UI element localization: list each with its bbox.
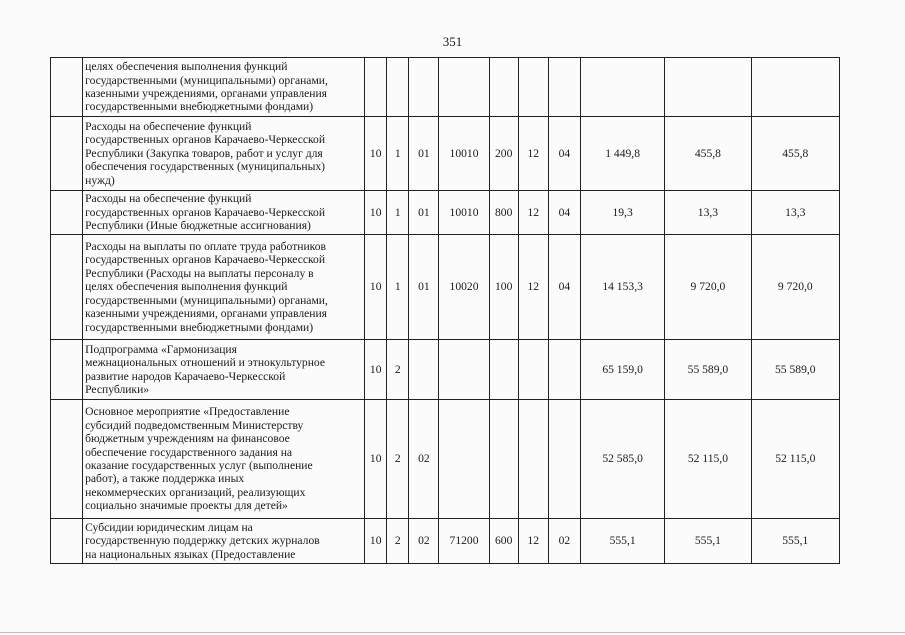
program-code [409,340,439,400]
expense-type-code: 600 [489,519,518,564]
expense-type-code: 100 [489,235,518,340]
row-index-cell [51,340,83,400]
subsection-code: 2 [387,400,409,519]
amount-year-2: 555,1 [665,519,751,564]
amount-year-3: 52 115,0 [751,400,839,519]
amount-year-2: 455,8 [665,117,751,191]
page-number: 351 [442,34,463,49]
row-description: Подпрограмма «Гармонизация межнациональных отношений и этнокультурное развитие народов Карачаево-Черкесской Республики» [83,340,365,400]
target-code: 10020 [439,235,489,340]
row-index-cell [51,400,83,519]
row-index-cell [51,519,83,564]
department-code: 12 [518,235,548,340]
department-code: 12 [518,117,548,191]
amount-year-2: 55 589,0 [665,340,751,400]
section-code: 10 [365,117,387,191]
subsection-code: 1 [387,235,409,340]
row-index-cell [51,117,83,191]
program-code: 01 [409,191,439,235]
amount-year-1: 65 159,0 [580,340,664,400]
expense-type-code [489,58,518,117]
program-code [409,58,439,117]
table-row [51,519,840,564]
expense-type-code [489,340,518,400]
expense-type-code: 800 [489,191,518,235]
budget-table [50,57,840,564]
amount-year-1: 555,1 [580,519,664,564]
table-row [51,400,840,519]
target-code: 10010 [439,117,489,191]
amount-year-1: 52 585,0 [580,400,664,519]
amount-year-2: 52 115,0 [665,400,751,519]
row-index-cell [51,235,83,340]
table-row [51,340,840,400]
subsection-code [387,58,409,117]
table-row [51,191,840,235]
department-code [518,58,548,117]
section-code: 10 [365,340,387,400]
row-description: Основное мероприятие «Предоставление субсидий подведомственным Министерству бюджетным учреждениям на финансовое обеспечение государственного задания на оказание государственных услуг (выполнение работ), а также поддержка иных некоммерческих организаций, реализующих социально значимые проекты для детей» [83,400,365,519]
row-index-cell [51,191,83,235]
amount-year-3: 455,8 [751,117,839,191]
section-code: 10 [365,519,387,564]
subdepartment-code: 02 [548,519,580,564]
subsection-code: 1 [387,117,409,191]
target-code: 71200 [439,519,489,564]
target-code [439,340,489,400]
program-code: 02 [409,519,439,564]
table-row [51,235,840,340]
subsection-code: 2 [387,340,409,400]
subdepartment-code: 04 [548,191,580,235]
row-index-cell [51,58,83,117]
amount-year-1: 19,3 [580,191,664,235]
target-code: 10010 [439,191,489,235]
amount-year-2: 9 720,0 [665,235,751,340]
department-code [518,340,548,400]
target-code [439,400,489,519]
subdepartment-code [548,400,580,519]
subsection-code: 1 [387,191,409,235]
row-description: Расходы на обеспечение функций государственных органов Карачаево-Черкесской Республики (Иные бюджетные ассигнования) [83,191,365,235]
page-bottom-rule [0,632,905,633]
subsection-code: 2 [387,519,409,564]
row-description: Расходы на обеспечение функций государственных органов Карачаево-Черкесской Республики (Закупка товаров, работ и услуг для обеспечения государственных (муниципальных) нужд) [83,117,365,191]
amount-year-3: 13,3 [751,191,839,235]
expense-type-code [489,400,518,519]
amount-year-2: 13,3 [665,191,751,235]
program-code: 02 [409,400,439,519]
amount-year-2 [665,58,751,117]
section-code [365,58,387,117]
subdepartment-code: 04 [548,117,580,191]
section-code: 10 [365,191,387,235]
amount-year-1: 1 449,8 [580,117,664,191]
department-code: 12 [518,191,548,235]
expense-type-code: 200 [489,117,518,191]
department-code [518,400,548,519]
amount-year-1: 14 153,3 [580,235,664,340]
target-code [439,58,489,117]
subdepartment-code: 04 [548,235,580,340]
section-code: 10 [365,400,387,519]
program-code: 01 [409,117,439,191]
row-description: Расходы на выплаты по оплате труда работников государственных органов Карачаево-Черкесской Республики (Расходы на выплаты персоналу в целях обеспечения выполнения функций государственными (муниципальными) органами, казенными учреждениями, органами управления государственными внебюджетными фондами) [83,235,365,340]
subdepartment-code [548,58,580,117]
subdepartment-code [548,340,580,400]
row-description: Субсидии юридическим лицам на государственную поддержку детских журналов на национальных языках (Предоставление [83,519,365,564]
table-row [51,117,840,191]
amount-year-3: 9 720,0 [751,235,839,340]
section-code: 10 [365,235,387,340]
table-row [51,58,840,117]
department-code: 12 [518,519,548,564]
amount-year-3: 555,1 [751,519,839,564]
amount-year-1 [580,58,664,117]
amount-year-3: 55 589,0 [751,340,839,400]
amount-year-3 [751,58,839,117]
program-code: 01 [409,235,439,340]
row-description: целях обеспечения выполнения функций государственными (муниципальными) органами, казенными учреждениями, органами управления государственными внебюджетными фондами) [83,58,365,117]
